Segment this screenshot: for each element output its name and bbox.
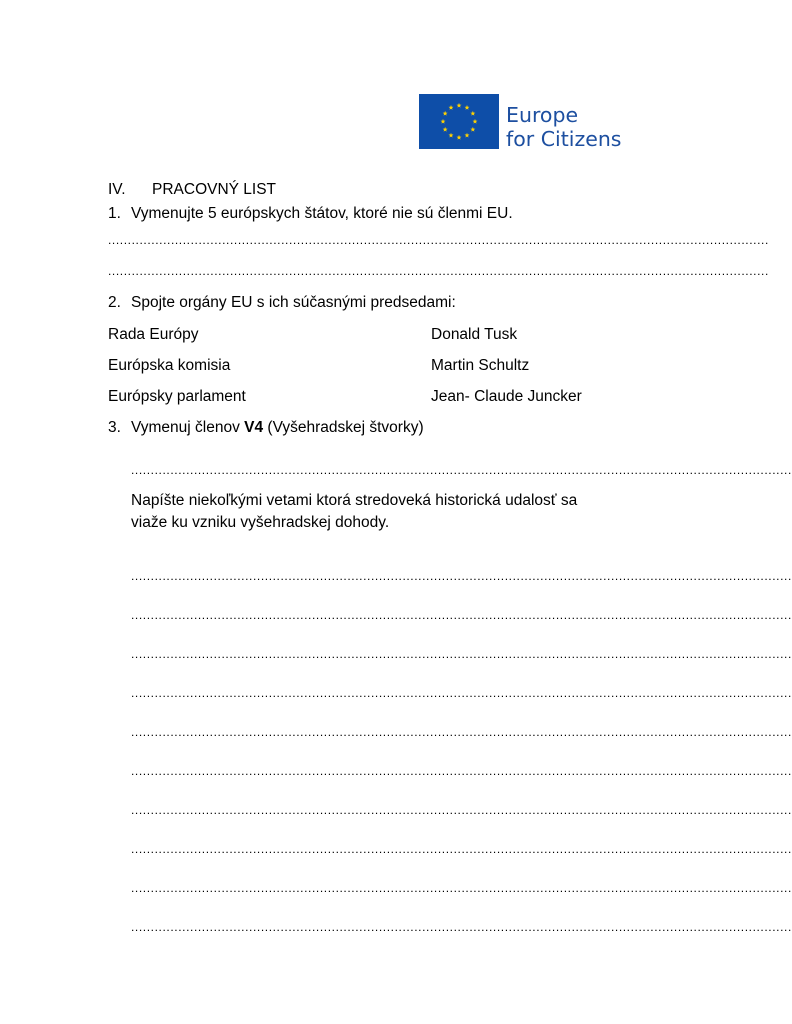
answer-line-task-2[interactable]: ........................................................................................................................................................................ bbox=[131, 608, 792, 622]
answer-line-task-9[interactable]: ........................................................................................................................................................................ bbox=[131, 881, 792, 895]
eu-star-icon bbox=[443, 111, 448, 116]
eu-body-item: Európsky parlament bbox=[108, 388, 246, 405]
q3-text-before: Vymenuj členov bbox=[131, 419, 245, 436]
president-item: Jean- Claude Juncker bbox=[431, 388, 582, 405]
answer-line-task-10[interactable]: ........................................................................................................................................................................ bbox=[131, 920, 792, 934]
section-title: PRACOVNÝ LIST bbox=[152, 181, 277, 198]
eu-star-icon bbox=[443, 127, 448, 132]
eu-star-icon bbox=[449, 105, 454, 110]
eu-star-icon bbox=[457, 135, 462, 140]
answer-line-task-3[interactable]: ........................................................................................................................................................................ bbox=[131, 647, 792, 661]
eu-star-icon bbox=[470, 127, 475, 132]
q3-number: 3. bbox=[108, 419, 121, 436]
eu-stars-icon bbox=[419, 94, 499, 149]
answer-line-q1-2[interactable]: ........................................................................................................................................................................ bbox=[108, 264, 769, 278]
answer-line-task-7[interactable]: ........................................................................................................................................................................ bbox=[131, 803, 792, 817]
answer-line-q3[interactable]: ........................................................................................................................................................................ bbox=[131, 463, 792, 477]
eu-body-item: Rada Európy bbox=[108, 326, 199, 343]
answer-line-task-5[interactable]: ........................................................................................................................................................................ bbox=[131, 725, 792, 739]
task-text-line-1: Napíšte niekoľkými vetami ktorá stredoveká historická udalosť sa bbox=[131, 492, 578, 509]
answer-line-task-6[interactable]: ........................................................................................................................................................................ bbox=[131, 764, 792, 778]
eu-star-icon bbox=[449, 133, 454, 138]
president-item: Donald Tusk bbox=[431, 326, 518, 343]
eu-body-item: Európska komisia bbox=[108, 357, 231, 374]
eu-star-icon bbox=[470, 111, 475, 116]
eu-flag-logo bbox=[419, 94, 499, 149]
q3-text bbox=[131, 419, 424, 437]
answer-line-task-8[interactable]: ........................................................................................................................................................................ bbox=[131, 842, 792, 856]
eu-star-icon bbox=[457, 103, 462, 108]
q2-number: 2. bbox=[108, 294, 121, 311]
answer-line-q1-1[interactable]: ........................................................................................................................................................................ bbox=[108, 233, 769, 247]
q2-text: Spojte orgány EU s ich súčasnými predsedami: bbox=[131, 294, 456, 311]
task-text-line-2: viaže ku vzniku vyšehradskej dohody. bbox=[131, 514, 390, 531]
eu-star-icon bbox=[465, 133, 470, 138]
section-number: IV. bbox=[108, 181, 126, 198]
q1-number: 1. bbox=[108, 205, 121, 222]
eu-star-icon bbox=[441, 119, 446, 124]
logo-text-for-citizens: for Citizens bbox=[506, 127, 622, 151]
answer-line-task-1[interactable]: ........................................................................................................................................................................ bbox=[131, 569, 792, 583]
logo-text-europe: Europe bbox=[506, 103, 579, 127]
eu-star-icon bbox=[465, 105, 470, 110]
answer-line-task-4[interactable]: ........................................................................................................................................................................ bbox=[131, 686, 792, 700]
q1-text: Vymenujte 5 európskych štátov, ktoré nie sú členmi EU. bbox=[131, 205, 513, 222]
q3-text-after: (Vyšehradskej štvorky) bbox=[263, 419, 424, 436]
president-item: Martin Schultz bbox=[431, 357, 530, 374]
eu-star-icon bbox=[473, 119, 478, 124]
q3-text-bold: V4 bbox=[244, 419, 264, 436]
